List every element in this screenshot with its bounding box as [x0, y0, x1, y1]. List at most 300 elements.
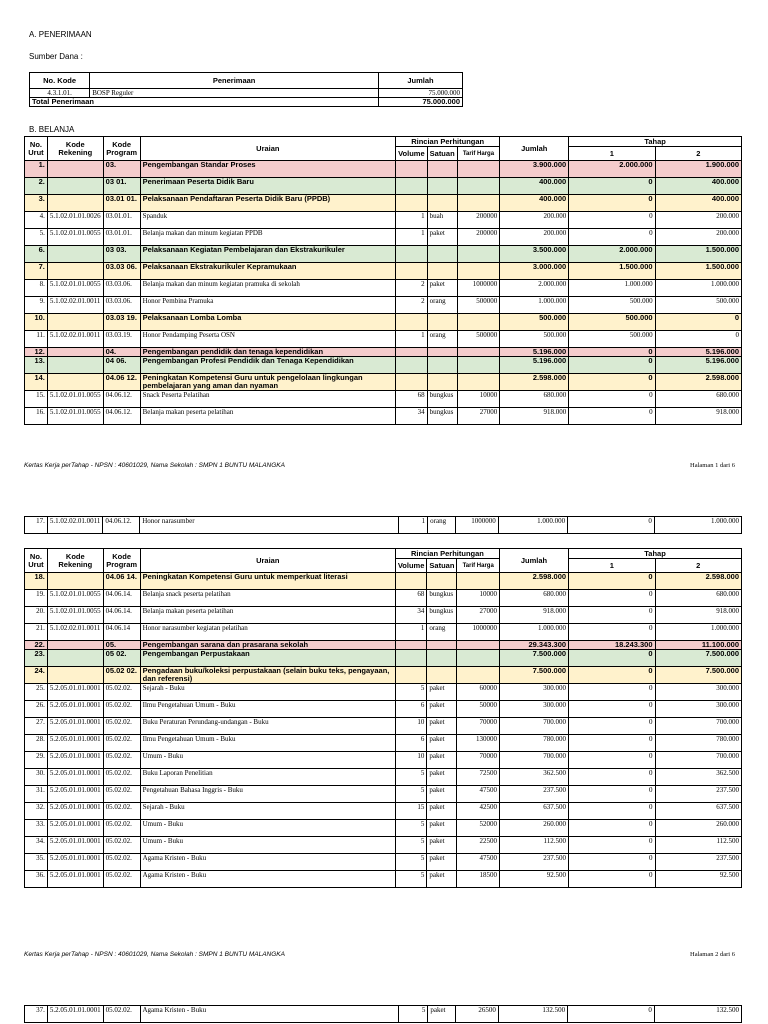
- cell-no: 35.: [25, 854, 48, 871]
- cell-tarif: [457, 667, 500, 684]
- cell-volume: 5: [395, 684, 427, 701]
- cell-satuan: [427, 348, 457, 357]
- cell-tahap-1: 0: [569, 178, 655, 195]
- cell-jumlah: 92.500: [499, 871, 568, 888]
- cell-jumlah: 1.000.000: [500, 297, 569, 314]
- cell-tahap-2: 0: [655, 314, 741, 331]
- cell-rekening: 5.1.02.01.01.0055: [47, 280, 103, 297]
- cell-tahap-1: 0: [569, 769, 655, 786]
- cell-rekening: 5.1.02.01.01.0055: [47, 590, 103, 607]
- footer-left-page-2: Kertas Kerja perTahap - NPSN : 40601029, Nama Sekolah : SMPN 1 BUNTU MALANGKA: [24, 951, 285, 958]
- cell-tarif: [457, 263, 500, 280]
- cell-jumlah: 5.196.000: [500, 348, 569, 357]
- table-row: [25, 769, 742, 786]
- cell-no: 3.: [25, 195, 48, 212]
- cell-no: 23.: [25, 650, 48, 667]
- cell-no: 24.: [25, 667, 48, 684]
- cell-tahap-2: 780.000: [655, 735, 741, 752]
- cell-satuan: [427, 667, 457, 684]
- cell-tahap-2: 1.900.000: [655, 161, 741, 178]
- cell-tahap-2: 112.500: [655, 837, 741, 854]
- cell-volume: [396, 263, 428, 280]
- cell-tarif: 200000: [457, 212, 500, 229]
- cell-no: 1.: [25, 161, 48, 178]
- hdr-tahap: Tahap: [569, 137, 742, 147]
- cell-jumlah: 637.500: [499, 803, 568, 820]
- penerimaan-jumlah: 75.000.000: [379, 89, 463, 98]
- cell-rekening: 5.2.05.01.01.0001: [47, 820, 103, 837]
- cell-no: 9.: [25, 297, 48, 314]
- cell-tarif: 130000: [457, 735, 500, 752]
- cell-rekening: [47, 263, 103, 280]
- cell-tahap-2: 918.000: [655, 607, 741, 624]
- cell-uraian: Buku Peraturan Perundang-undangan - Buku: [140, 718, 395, 735]
- cell-tahap-2: 1.000.000: [654, 517, 741, 534]
- cell-program: 03.03 19.: [103, 314, 140, 331]
- cell-tahap-1: 500.000: [569, 314, 655, 331]
- hdr-kode-rekening: Kode Rekening: [47, 137, 103, 161]
- cell-uraian: Umum - Buku: [140, 752, 395, 769]
- cell-program: 04.06.12.: [103, 408, 140, 425]
- cell-jumlah: 237.500: [499, 854, 568, 871]
- table-row: [25, 1006, 742, 1023]
- hdr-tahap-2: 2: [655, 559, 741, 573]
- cell-uraian: Umum - Buku: [140, 837, 395, 854]
- cell-program: 05.02.02.: [103, 701, 140, 718]
- cell-tahap-2: 637.500: [655, 803, 741, 820]
- cell-tahap-2: 132.500: [654, 1006, 741, 1023]
- footer-right-page-2: Halaman 2 dari 6: [690, 951, 735, 958]
- cell-tahap-1: 0: [569, 820, 655, 837]
- cell-uraian: Peningkatan Kompetensi Guru untuk memperkuat literasi: [140, 573, 395, 590]
- cell-volume: [395, 573, 427, 590]
- cell-satuan: paket: [427, 735, 457, 752]
- col-penerimaan: Penerimaan: [90, 73, 379, 89]
- cell-volume: 5: [395, 786, 427, 803]
- cell-rekening: [47, 314, 103, 331]
- cell-tahap-1: 0: [569, 408, 655, 425]
- cell-program: 05.: [103, 641, 140, 650]
- hdr-satuan: Satuan: [427, 559, 457, 573]
- cell-no: 8.: [25, 280, 48, 297]
- cell-tarif: 60000: [457, 684, 500, 701]
- cell-tahap-1: 2.000.000: [569, 161, 655, 178]
- cell-tahap-2: 918.000: [655, 408, 741, 425]
- cell-tahap-2: 2.598.000: [655, 573, 741, 590]
- cell-rekening: 5.1.02.01.01.0055: [47, 391, 103, 408]
- sumber-dana-label: Sumber Dana :: [29, 52, 83, 61]
- cell-jumlah: 700.000: [499, 752, 568, 769]
- cell-tarif: 1000000: [456, 517, 499, 534]
- cell-satuan: paket: [428, 1006, 456, 1023]
- cell-volume: [395, 650, 427, 667]
- cell-rekening: [47, 348, 103, 357]
- cell-volume: 5: [395, 769, 427, 786]
- cell-no: 34.: [25, 837, 48, 854]
- cell-uraian: Agama Kristen - Buku: [140, 1006, 398, 1023]
- cell-program: 03.01 01.: [103, 195, 140, 212]
- cell-jumlah: 1.000.000: [498, 517, 567, 534]
- cell-tarif: 27000: [457, 408, 500, 425]
- cell-jumlah: 3.000.000: [500, 263, 569, 280]
- cell-volume: 1: [396, 212, 428, 229]
- cell-tahap-2: 5.196.000: [655, 357, 741, 374]
- cell-tahap-1: 18.243.300: [569, 641, 655, 650]
- cell-no: 13.: [25, 357, 48, 374]
- table-row: [25, 246, 742, 263]
- cell-program: 03.03.06.: [103, 297, 140, 314]
- cell-satuan: orang: [428, 517, 456, 534]
- cell-no: 22.: [25, 641, 48, 650]
- cell-satuan: [427, 357, 457, 374]
- cell-volume: 2: [396, 297, 428, 314]
- cell-program: 04.06.12.: [103, 517, 140, 534]
- cell-program: 05.02.02.: [103, 871, 140, 888]
- cell-tahap-2: 680.000: [655, 391, 741, 408]
- cell-rekening: 5.1.02.01.01.0026: [47, 212, 103, 229]
- cell-no: 27.: [25, 718, 48, 735]
- cell-tahap-2: 7.500.000: [655, 667, 741, 684]
- cell-uraian: Penerimaan Peserta Didik Baru: [140, 178, 395, 195]
- cell-jumlah: 7.500.000: [499, 667, 568, 684]
- cell-tarif: 200000: [457, 229, 500, 246]
- cell-program: 05.02.02.: [103, 786, 140, 803]
- cell-tarif: [457, 246, 500, 263]
- cell-jumlah: 3.900.000: [500, 161, 569, 178]
- total-penerimaan-label: Total Penerimaan: [30, 98, 379, 107]
- hdr-rincian: Rincian Perhitungan: [396, 137, 500, 147]
- belanja-table-page-1: [24, 136, 742, 425]
- cell-volume: 1: [396, 331, 428, 348]
- table-row: [25, 314, 742, 331]
- cell-jumlah: 362.500: [499, 769, 568, 786]
- cell-rekening: 5.2.05.01.01.0001: [47, 803, 103, 820]
- cell-rekening: [47, 195, 103, 212]
- cell-uraian: Ilmu Pengetahuan Umum - Buku: [140, 735, 395, 752]
- cell-satuan: paket: [427, 752, 457, 769]
- cell-no: 36.: [25, 871, 48, 888]
- cell-no: 6.: [25, 246, 48, 263]
- cell-tarif: 18500: [457, 871, 500, 888]
- cell-tahap-1: 500.000: [569, 331, 655, 348]
- table-row: [25, 684, 742, 701]
- cell-satuan: paket: [427, 280, 457, 297]
- table-row: [25, 752, 742, 769]
- cell-rekening: 5.2.05.01.01.0001: [47, 1006, 103, 1023]
- cell-tahap-1: 0: [568, 517, 655, 534]
- cell-satuan: paket: [427, 854, 457, 871]
- cell-uraian: Agama Kristen - Buku: [140, 871, 395, 888]
- cell-volume: 5: [395, 854, 427, 871]
- cell-no: 17.: [25, 517, 48, 534]
- cell-volume: [396, 195, 428, 212]
- cell-jumlah: 200.000: [500, 229, 569, 246]
- cell-tahap-1: 0: [569, 391, 655, 408]
- cell-uraian: Pengembangan pendidik dan tenaga kependidikan: [140, 348, 395, 357]
- hdr-kode-program: Kode Program: [103, 549, 140, 573]
- cell-volume: [395, 641, 427, 650]
- cell-tarif: 500000: [457, 297, 500, 314]
- cell-satuan: paket: [427, 786, 457, 803]
- table-row: [25, 786, 742, 803]
- cell-no: 30.: [25, 769, 48, 786]
- cell-jumlah: 2.598.000: [499, 573, 568, 590]
- cell-satuan: paket: [427, 718, 457, 735]
- cell-uraian: Pelaksanaan Ekstrakurikuler Kepramukaan: [140, 263, 395, 280]
- cell-jumlah: 2.598.000: [500, 374, 569, 391]
- cell-tahap-1: 0: [569, 650, 655, 667]
- cell-tahap-2: 237.500: [655, 786, 741, 803]
- cell-jumlah: 5.196.000: [500, 357, 569, 374]
- cell-tahap-1: 0: [569, 837, 655, 854]
- cell-satuan: paket: [427, 229, 457, 246]
- cell-rekening: 5.1.02.01.01.0055: [47, 408, 103, 425]
- cell-tahap-2: 500.000: [655, 297, 741, 314]
- cell-no: 16.: [25, 408, 48, 425]
- hdr-tarif: Tarif Harga: [457, 559, 500, 573]
- cell-jumlah: 500.000: [500, 314, 569, 331]
- cell-program: 03.01.01.: [103, 212, 140, 229]
- cell-program: 03 03.: [103, 246, 140, 263]
- cell-tahap-2: 400.000: [655, 178, 741, 195]
- cell-rekening: [47, 573, 103, 590]
- cell-tahap-2: 680.000: [655, 590, 741, 607]
- cell-tahap-2: 1.500.000: [655, 263, 741, 280]
- cell-uraian: Pelaksanaan Pendaftaran Peserta Didik Baru (PPDB): [140, 195, 395, 212]
- table-row: [25, 517, 742, 534]
- cell-volume: 5: [398, 1006, 428, 1023]
- cell-uraian: Honor narasumber: [140, 517, 398, 534]
- cell-satuan: paket: [427, 803, 457, 820]
- cell-satuan: bungkus: [427, 607, 457, 624]
- table-row: [25, 357, 742, 374]
- cell-volume: 1: [395, 624, 427, 641]
- hdr-uraian: Uraian: [140, 137, 395, 161]
- cell-program: 05 02.: [103, 650, 140, 667]
- table-row: [25, 735, 742, 752]
- cell-tahap-1: 0: [569, 374, 655, 391]
- table-row: [25, 641, 742, 650]
- cell-jumlah: 300.000: [499, 701, 568, 718]
- cell-tahap-1: 0: [569, 701, 655, 718]
- cell-volume: 5: [395, 837, 427, 854]
- cell-no: 11.: [25, 331, 48, 348]
- table-row: [25, 348, 742, 357]
- belanja-continuation-row-17: [24, 516, 742, 534]
- cell-tahap-2: 200.000: [655, 229, 741, 246]
- table-row: [25, 803, 742, 820]
- cell-no: 37.: [25, 1006, 48, 1023]
- cell-no: 10.: [25, 314, 48, 331]
- cell-program: 05.02.02.: [103, 752, 140, 769]
- cell-volume: 1: [396, 229, 428, 246]
- cell-tahap-1: 0: [569, 195, 655, 212]
- cell-volume: [396, 314, 428, 331]
- cell-rekening: [47, 667, 103, 684]
- table-row: [25, 331, 742, 348]
- cell-rekening: 5.1.02.01.01.0055: [47, 229, 103, 246]
- table-row: [25, 701, 742, 718]
- cell-tarif: 10000: [457, 391, 500, 408]
- cell-tahap-2: 362.500: [655, 769, 741, 786]
- hdr-no-urut: No. Urut: [25, 549, 48, 573]
- cell-tahap-1: 0: [569, 718, 655, 735]
- cell-uraian: Honor Pembina Pramuka: [140, 297, 395, 314]
- table-row: [25, 573, 742, 590]
- cell-tahap-2: 0: [655, 331, 741, 348]
- cell-satuan: paket: [427, 837, 457, 854]
- cell-satuan: [427, 374, 457, 391]
- hdr-rincian: Rincian Perhitungan: [395, 549, 499, 559]
- cell-uraian: Belanja makan dan minum kegiatan pramuka di sekolah: [140, 280, 395, 297]
- cell-tarif: [457, 348, 500, 357]
- cell-satuan: paket: [427, 769, 457, 786]
- cell-tahap-1: 0: [568, 1006, 655, 1023]
- belanja-table-page-2: [24, 548, 742, 888]
- cell-tarif: [457, 314, 500, 331]
- cell-jumlah: 680.000: [500, 391, 569, 408]
- cell-no: 5.: [25, 229, 48, 246]
- cell-tahap-2: 92.500: [655, 871, 741, 888]
- cell-no: 25.: [25, 684, 48, 701]
- table-row: [25, 650, 742, 667]
- cell-satuan: [427, 263, 457, 280]
- cell-rekening: 5.2.05.01.01.0001: [47, 786, 103, 803]
- table-row: [25, 178, 742, 195]
- cell-program: 05.02.02.: [103, 1006, 140, 1023]
- cell-tahap-2: 11.100.000: [655, 641, 741, 650]
- cell-tahap-1: 0: [569, 607, 655, 624]
- cell-satuan: bungkus: [427, 408, 457, 425]
- cell-volume: [396, 357, 428, 374]
- cell-jumlah: 400.000: [500, 195, 569, 212]
- cell-rekening: [47, 161, 103, 178]
- cell-program: 05.02.02.: [103, 803, 140, 820]
- cell-volume: [396, 374, 428, 391]
- cell-tarif: 1000000: [457, 280, 500, 297]
- cell-volume: 34: [396, 408, 428, 425]
- cell-tahap-1: 0: [569, 357, 655, 374]
- cell-tarif: 1000000: [457, 624, 500, 641]
- section-a-heading: A. PENERIMAAN: [29, 30, 92, 39]
- cell-tahap-1: 0: [569, 735, 655, 752]
- cell-satuan: paket: [427, 684, 457, 701]
- table-row: [25, 263, 742, 280]
- cell-uraian: Peningkatan Kompetensi Guru untuk pengelolaan lingkungan pembelajaran yang aman dan nyaman: [140, 374, 395, 391]
- cell-program: 04.06 12.: [103, 374, 140, 391]
- cell-tarif: 22500: [457, 837, 500, 854]
- cell-jumlah: 680.000: [499, 590, 568, 607]
- cell-tahap-1: 0: [569, 573, 655, 590]
- hdr-satuan: Satuan: [427, 147, 457, 161]
- cell-jumlah: 780.000: [499, 735, 568, 752]
- cell-tahap-1: 0: [569, 212, 655, 229]
- col-jumlah: Jumlah: [379, 73, 463, 89]
- cell-no: 4.: [25, 212, 48, 229]
- cell-no: 19.: [25, 590, 48, 607]
- cell-tarif: 52000: [457, 820, 500, 837]
- col-no-kode: No. Kode: [30, 73, 90, 89]
- cell-rekening: 5.2.05.01.01.0001: [47, 854, 103, 871]
- cell-rekening: 5.2.05.01.01.0001: [47, 718, 103, 735]
- cell-tahap-1: 0: [569, 684, 655, 701]
- cell-uraian: Ilmu Pengetahuan Umum - Buku: [140, 701, 395, 718]
- section-b-heading: B. BELANJA: [29, 125, 75, 134]
- cell-tahap-2: 237.500: [655, 854, 741, 871]
- cell-tarif: 47500: [457, 854, 500, 871]
- cell-volume: 68: [396, 391, 428, 408]
- cell-no: 28.: [25, 735, 48, 752]
- cell-tahap-1: 0: [569, 667, 655, 684]
- cell-tahap-1: 0: [569, 752, 655, 769]
- cell-tarif: 50000: [457, 701, 500, 718]
- cell-rekening: 5.2.05.01.01.0001: [47, 684, 103, 701]
- hdr-jumlah: Jumlah: [499, 549, 568, 573]
- table-row: [25, 195, 742, 212]
- cell-rekening: 5.2.05.01.01.0001: [47, 752, 103, 769]
- cell-uraian: Snack Peserta Pelatihan: [140, 391, 395, 408]
- cell-uraian: Pelaksanaan Kegiatan Pembelajaran dan Ekstrakurikuler: [140, 246, 395, 263]
- cell-uraian: Sejarah - Buku: [140, 684, 395, 701]
- table-row: [25, 871, 742, 888]
- cell-tahap-1: 0: [569, 786, 655, 803]
- cell-tahap-1: 1.000.000: [569, 280, 655, 297]
- cell-satuan: [427, 178, 457, 195]
- cell-program: 05.02.02.: [103, 820, 140, 837]
- cell-program: 05.02.02.: [103, 735, 140, 752]
- cell-uraian: Honor Pendamping Peserta OSN: [140, 331, 395, 348]
- cell-tahap-1: 0: [569, 803, 655, 820]
- cell-rekening: 5.2.05.01.01.0001: [47, 769, 103, 786]
- cell-satuan: paket: [427, 701, 457, 718]
- cell-satuan: buah: [427, 212, 457, 229]
- cell-uraian: Pengembangan Standar Proses: [140, 161, 395, 178]
- cell-rekening: [47, 374, 103, 391]
- cell-program: 03.03.19.: [103, 331, 140, 348]
- cell-program: 05.02.02.: [103, 854, 140, 871]
- cell-satuan: [427, 195, 457, 212]
- hdr-tahap: Tahap: [569, 549, 742, 559]
- cell-tahap-1: 0: [569, 348, 655, 357]
- table-row: [25, 607, 742, 624]
- table-row: [25, 280, 742, 297]
- cell-program: 03.: [103, 161, 140, 178]
- table-row: [25, 837, 742, 854]
- belanja-continuation-row-37: [24, 1005, 742, 1023]
- cell-no: 15.: [25, 391, 48, 408]
- table-row: [25, 854, 742, 871]
- cell-program: 04.06.14.: [103, 607, 140, 624]
- cell-tahap-1: 1.500.000: [569, 263, 655, 280]
- cell-no: 32.: [25, 803, 48, 820]
- cell-rekening: 5.1.02.02.01.0011: [47, 517, 103, 534]
- cell-jumlah: 200.000: [500, 212, 569, 229]
- cell-volume: 5: [395, 820, 427, 837]
- cell-tarif: 500000: [457, 331, 500, 348]
- footer-right-page-1: Halaman 1 dari 6: [690, 462, 735, 469]
- cell-tarif: 72500: [457, 769, 500, 786]
- table-row: [25, 297, 742, 314]
- cell-rekening: 5.1.02.01.01.0055: [47, 607, 103, 624]
- hdr-tahap-1: 1: [569, 147, 655, 161]
- cell-tahap-1: 0: [569, 854, 655, 871]
- cell-uraian: Pengembangan Profesi Pendidik dan Tenaga Kependidikan: [140, 357, 395, 374]
- cell-uraian: Pengembangan sarana dan prasarana sekolah: [140, 641, 395, 650]
- cell-tarif: [457, 573, 500, 590]
- cell-tarif: [457, 357, 500, 374]
- cell-jumlah: 2.000.000: [500, 280, 569, 297]
- cell-jumlah: 132.500: [498, 1006, 567, 1023]
